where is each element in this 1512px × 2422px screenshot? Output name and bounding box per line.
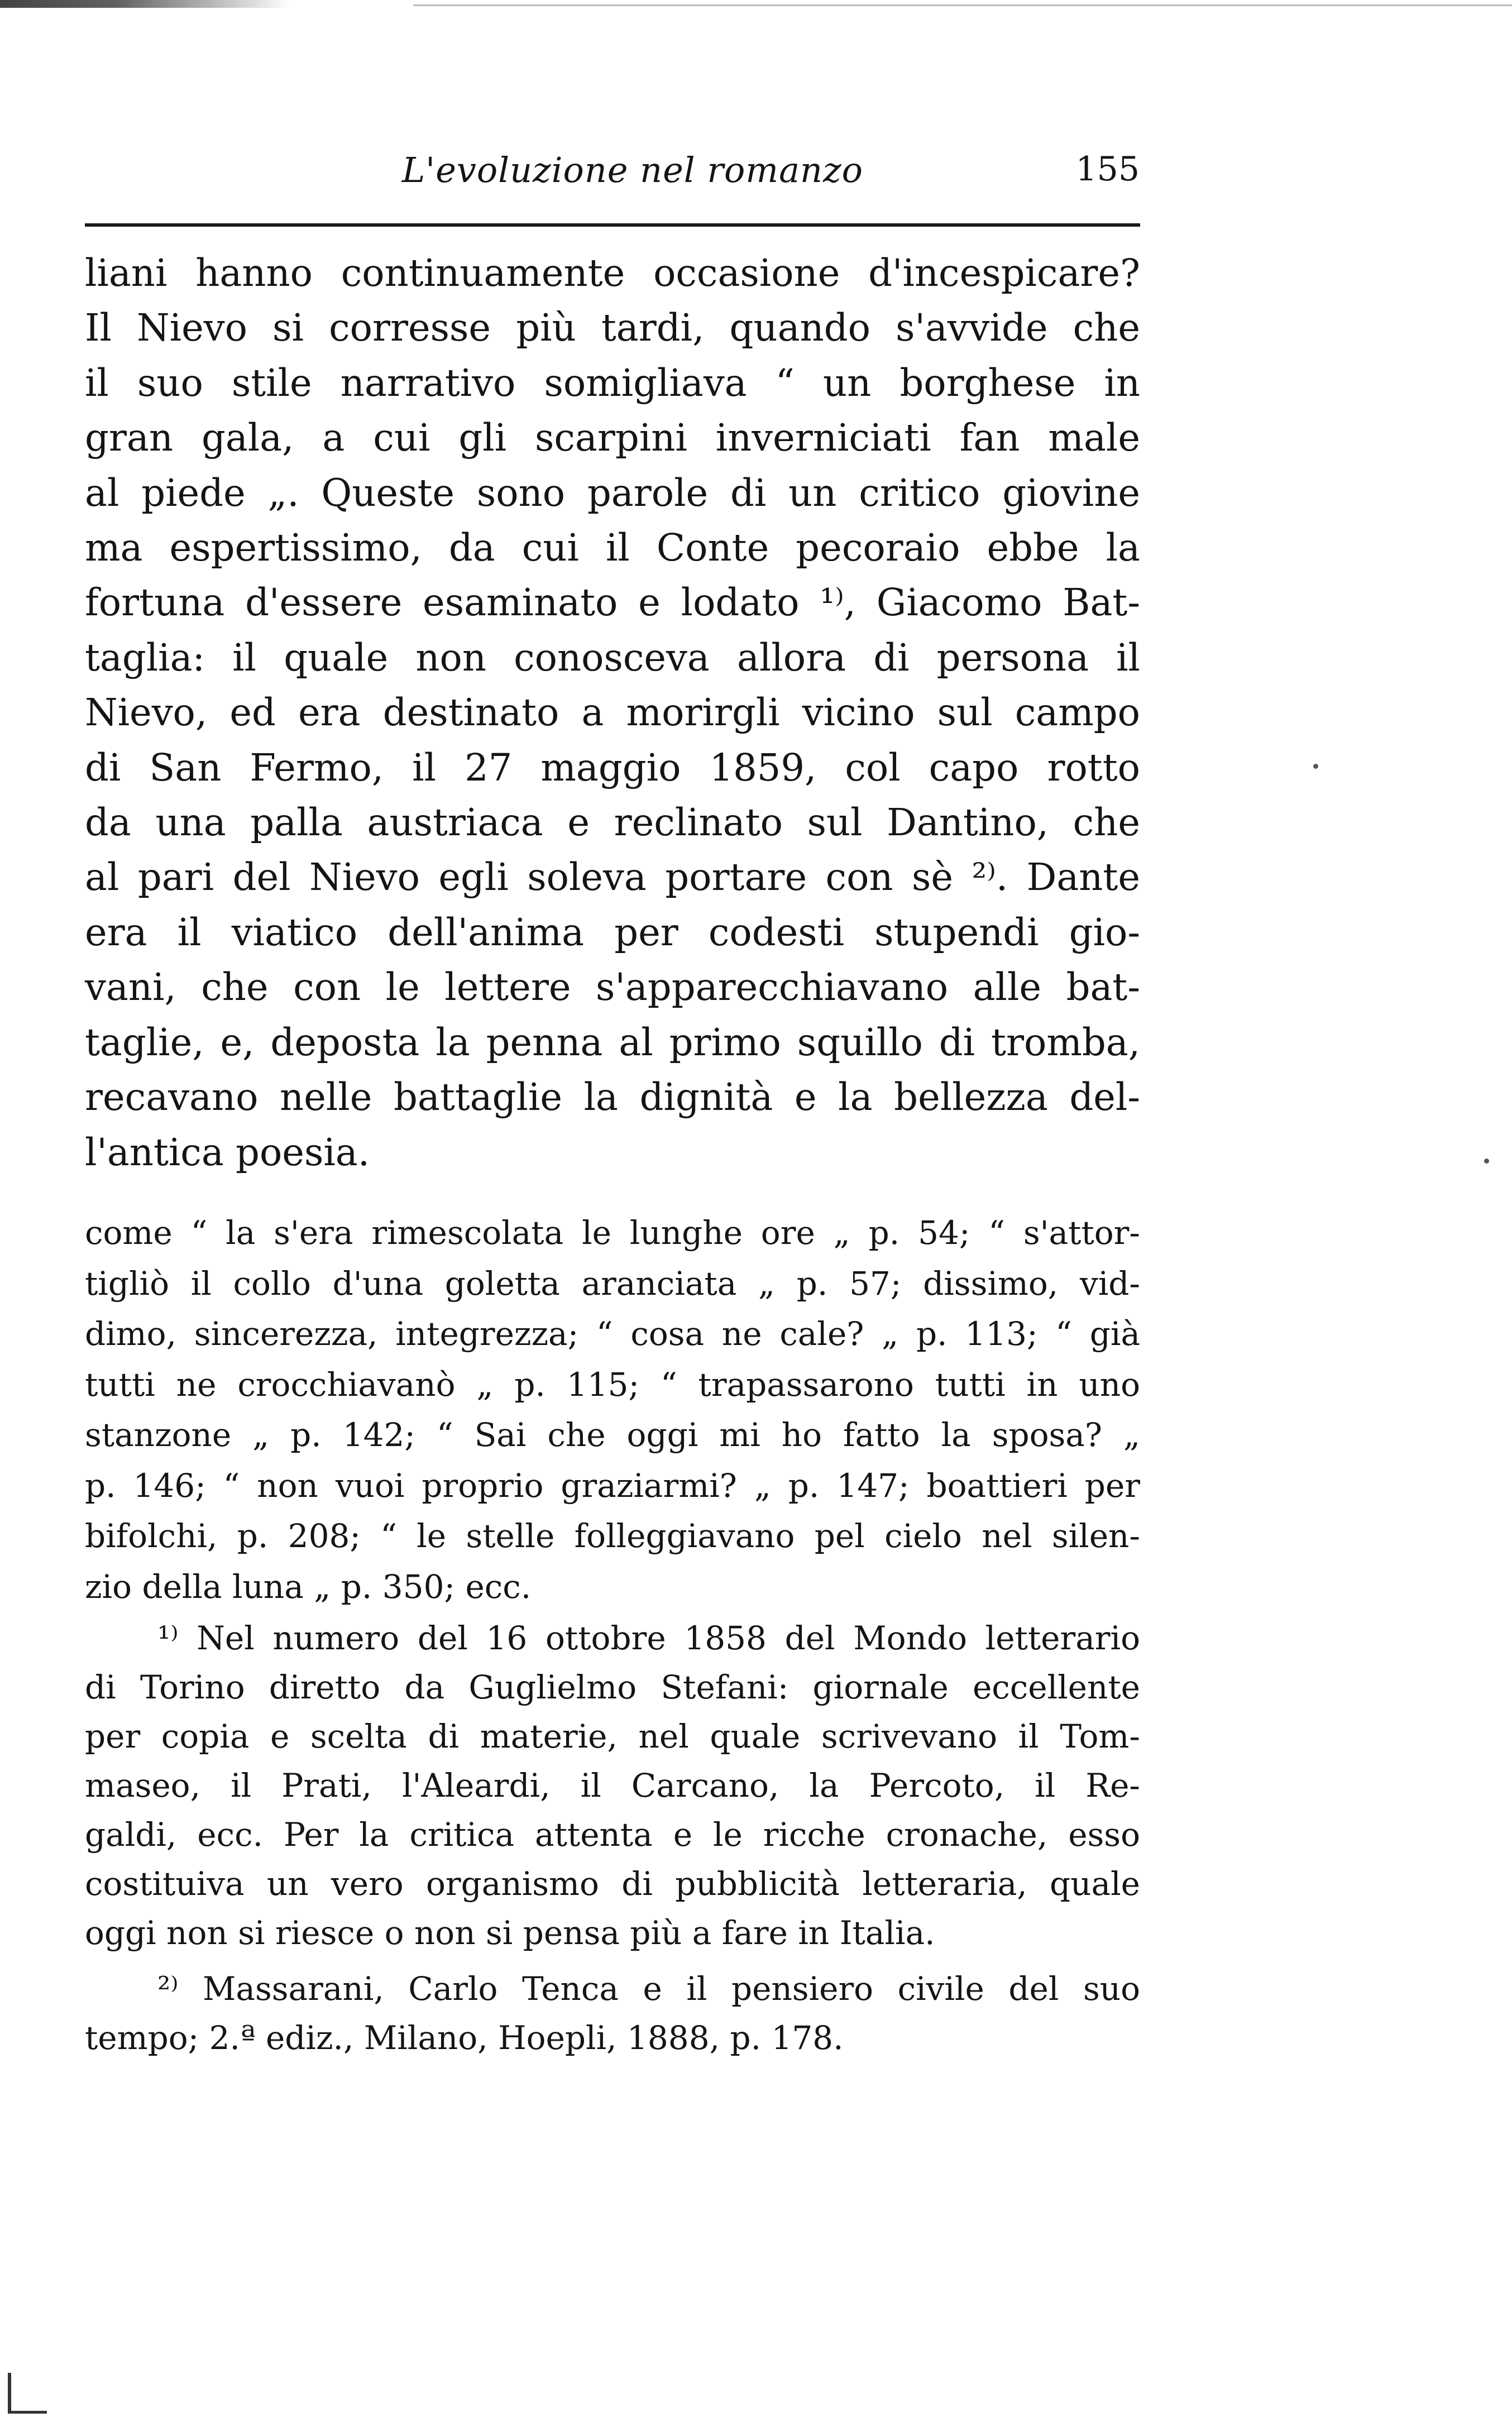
footnote-line: di Torino diretto da Guglielmo Stefani: giornale eccellente bbox=[85, 1668, 1140, 1706]
footnote-line: tutti ne crocchiavanò „ p. 115; “ trapassarono tutti in uno bbox=[85, 1365, 1140, 1404]
text-line: di San Fermo, il 27 maggio 1859, col capo rotto bbox=[85, 745, 1140, 789]
text-line: il suo stile narrativo somigliava “ un borghese in bbox=[85, 361, 1140, 405]
text-line: taglie, e, deposta la penna al primo squillo di tromba, bbox=[85, 1020, 1140, 1064]
footnote-line: bifolchi, p. 208; “ le stelle folleggiavano pel cielo nel silen- bbox=[85, 1517, 1140, 1555]
text-line: al pari del Nievo egli soleva portare con sè ²⁾. Dante bbox=[85, 855, 1140, 899]
footnote-continued bbox=[85, 1208, 1140, 1612]
footnote-line: tempo; 2.ª ediz., Milano, Hoepli, 1888, p. 178. bbox=[85, 2019, 844, 2057]
text-line: recavano nelle battaglie la dignità e la bellezza del- bbox=[85, 1075, 1140, 1119]
text-line: l'antica poesia. bbox=[85, 1130, 370, 1174]
scan-corner-mark bbox=[8, 2373, 11, 2412]
text-line: vani, che con le lettere s'apparecchiavano alle bat- bbox=[85, 965, 1140, 1009]
body-paragraph bbox=[85, 246, 1140, 1180]
footnote-line: ¹⁾ Nel numero del 16 ottobre 1858 del Mondo letterario bbox=[157, 1619, 1140, 1657]
text-line: Il Nievo si corresse più tardi, quando s'avvide che bbox=[85, 306, 1140, 350]
text-line: da una palla austriaca e reclinato sul Dantino, che bbox=[85, 801, 1140, 845]
scan-edge-mark bbox=[0, 0, 290, 8]
footnote-line: maseo, il Prati, l'Aleardi, il Carcano, la Percoto, il Re- bbox=[85, 1767, 1140, 1804]
scan-speck bbox=[1484, 1159, 1489, 1164]
footnote-line: ²⁾ Massarani, Carlo Tenca e il pensiero civile del suo bbox=[157, 1970, 1140, 2008]
text-line: gran gala, a cui gli scarpini inverniciati fan male bbox=[85, 416, 1140, 460]
footnote-line: stanzone „ p. 142; “ Sai che oggi mi ho fatto la sposa? „ bbox=[85, 1416, 1140, 1454]
text-line: fortuna d'essere esaminato e lodato ¹⁾, Giacomo Bat- bbox=[85, 581, 1140, 625]
text-line: liani hanno continuamente occasione d'incespicare? bbox=[85, 251, 1140, 295]
scan-corner-mark bbox=[8, 2411, 47, 2414]
footnote-line: p. 146; “ non vuoi proprio graziarmi? „ p. 147; boattieri per bbox=[85, 1466, 1140, 1505]
page-number: 155 bbox=[1075, 150, 1140, 189]
running-title: L'evoluzione nel romanzo bbox=[402, 150, 863, 190]
footnote-line: oggi non si riesce o non si pensa più a fare in Italia. bbox=[85, 1914, 935, 1952]
text-line: ma espertissimo, da cui il Conte pecoraio ebbe la bbox=[85, 526, 1140, 570]
scan-speck bbox=[1313, 764, 1318, 769]
footnote-line: galdi, ecc. Per la critica attenta e le ricche cronache, esso bbox=[85, 1816, 1140, 1854]
footnote-line: tigliò il collo d'una goletta aranciata „ p. 57; dissimo, vid- bbox=[85, 1264, 1140, 1303]
text-line: al piede „. Queste sono parole di un critico giovine bbox=[85, 471, 1140, 515]
footnote-line: dimo, sincerezza, integrezza; “ cosa ne cale? „ p. 113; “ già bbox=[85, 1315, 1140, 1353]
text-line: taglia: il quale non conosceva allora di persona il bbox=[85, 635, 1140, 679]
scan-edge-line bbox=[413, 4, 1512, 6]
text-line: era il viatico dell'anima per codesti stupendi gio- bbox=[85, 910, 1140, 954]
header-rule bbox=[85, 223, 1140, 227]
footnote-line: zio della luna „ p. 350; ecc. bbox=[85, 1567, 532, 1606]
footnote-1 bbox=[85, 1614, 1140, 1957]
text-line: Nievo, ed era destinato a morirgli vicino sul campo bbox=[85, 691, 1140, 735]
footnote-2 bbox=[85, 1964, 1140, 2062]
footnote-line: costituiva un vero organismo di pubblicità letteraria, quale bbox=[85, 1865, 1140, 1903]
footnote-line: come “ la s'era rimescolata le lunghe ore „ p. 54; “ s'attor- bbox=[85, 1214, 1140, 1252]
footnote-line: per copia e scelta di materie, nel quale scrivevano il Tom- bbox=[85, 1717, 1140, 1755]
